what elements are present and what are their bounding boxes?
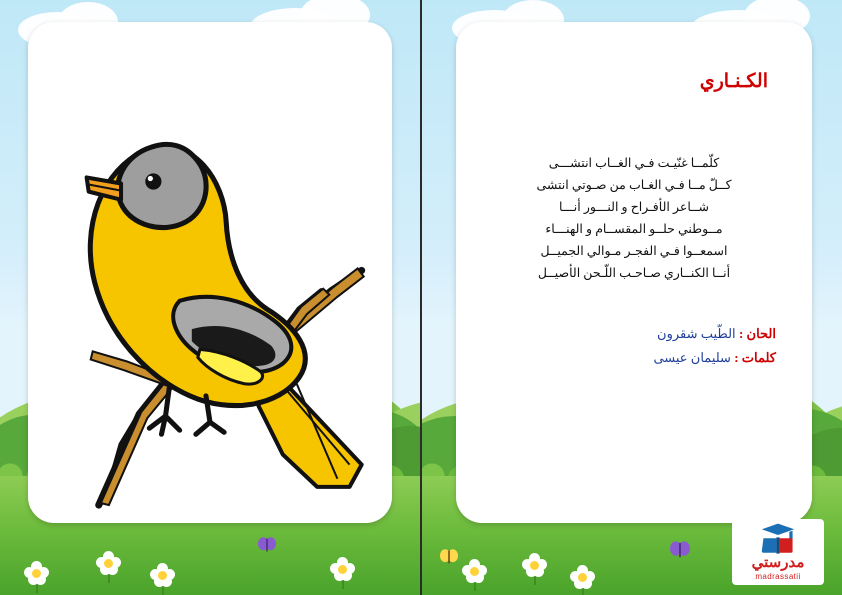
poem-card (456, 22, 812, 523)
credit-label-composer: الحان : (738, 326, 776, 341)
flower-icon (24, 561, 50, 587)
slide-left (0, 0, 420, 595)
flower-icon (462, 559, 488, 585)
butterfly-icon (440, 549, 458, 565)
canary-bird-illustration (28, 22, 392, 523)
logo-text-latin: madrassatii (755, 572, 801, 581)
madrassatii-logo (732, 519, 824, 585)
illustration-card (28, 22, 392, 523)
slide-right (420, 0, 842, 595)
poem-line: اسمعــوا فـي الفجـر مـوالي الجميــل (540, 244, 728, 258)
credit-value-lyricist: سليمان عيسى (653, 350, 731, 365)
logo-text-arabic: مدرستي (751, 555, 805, 571)
flower-icon (570, 565, 596, 591)
poem-line: مــوطني حلــو المقســام و الهنـــاء (545, 222, 723, 236)
poem-credits (653, 322, 776, 370)
credit-row-lyricist (653, 346, 776, 370)
poem-line: شــاعر الأفـراح و النـــور أنـــا (559, 200, 709, 214)
flower-icon (96, 551, 122, 577)
butterfly-icon (258, 537, 276, 553)
flower-icon (522, 553, 548, 579)
book-graduate-icon (758, 522, 798, 556)
flower-icon (150, 563, 176, 589)
poem-body (482, 152, 786, 284)
poem-line: كلّمــا غنّيـت فـي الغــاب انتشـــى (548, 156, 720, 170)
butterfly-icon (670, 541, 690, 559)
credit-value-composer: الطّيب شقرون (657, 326, 736, 341)
poem-line: كــلّ مــا فـي الغـاب من صـوتي انتشى (536, 178, 732, 192)
credit-label-lyricist: كلمات : (734, 350, 776, 365)
poem-title: الكـنـاري (699, 71, 768, 92)
flower-icon (330, 557, 356, 583)
poem-line: أنــا الكنــاري صـاحـب اللّـحن الأصيــل (537, 266, 731, 280)
credit-row-composer (653, 322, 776, 346)
